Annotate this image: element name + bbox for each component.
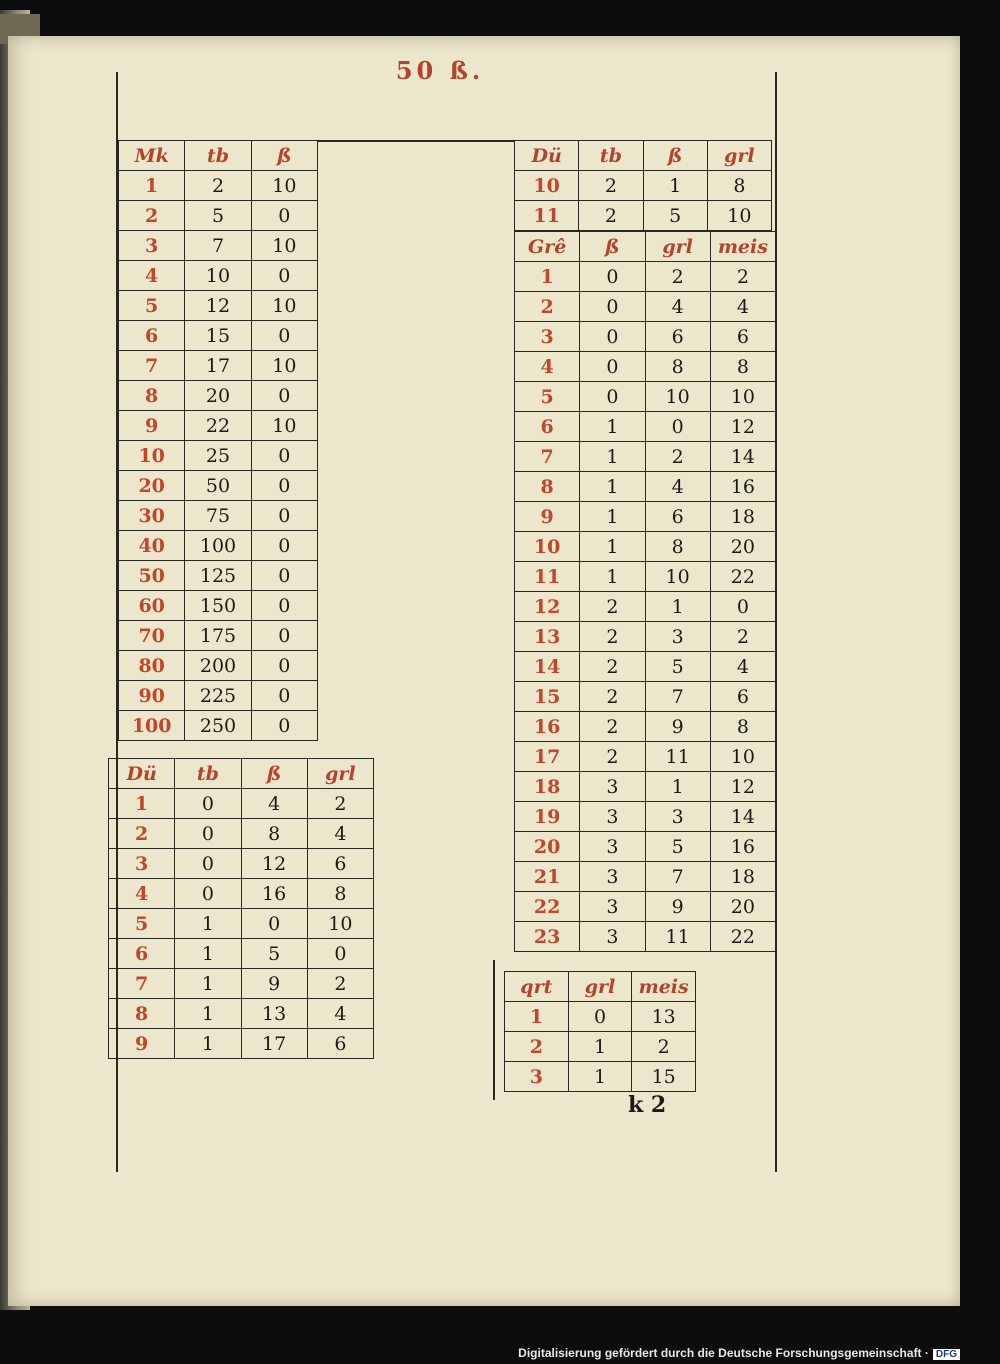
value-cell: 0 bbox=[568, 1002, 632, 1032]
digitization-credit bbox=[518, 1346, 960, 1360]
row-key-cell: 10 bbox=[515, 171, 579, 201]
value-cell: 10 bbox=[707, 201, 771, 231]
value-cell: 12 bbox=[710, 772, 775, 802]
value-cell: 10 bbox=[251, 171, 317, 201]
column-header: ß bbox=[580, 232, 645, 262]
value-cell: 0 bbox=[251, 621, 317, 651]
row-key-cell: 1 bbox=[119, 171, 185, 201]
row-key-cell: 60 bbox=[119, 591, 185, 621]
value-cell: 0 bbox=[580, 292, 645, 322]
value-cell: 10 bbox=[645, 562, 710, 592]
row-key-cell: 70 bbox=[119, 621, 185, 651]
row-key-cell: 16 bbox=[515, 712, 580, 742]
table-row bbox=[109, 819, 374, 849]
row-key-cell: 5 bbox=[109, 909, 175, 939]
value-cell: 0 bbox=[251, 531, 317, 561]
value-cell: 2 bbox=[580, 742, 645, 772]
value-cell: 2 bbox=[710, 622, 775, 652]
table-row bbox=[119, 351, 318, 381]
row-key-cell: 2 bbox=[119, 201, 185, 231]
value-cell: 0 bbox=[251, 501, 317, 531]
value-cell: 0 bbox=[251, 681, 317, 711]
value-cell: 20 bbox=[185, 381, 251, 411]
value-cell: 2 bbox=[632, 1032, 696, 1062]
value-cell: 0 bbox=[251, 591, 317, 621]
value-cell: 0 bbox=[251, 651, 317, 681]
table-row bbox=[109, 909, 374, 939]
value-cell: 18 bbox=[710, 862, 775, 892]
table-header-row bbox=[515, 141, 772, 171]
value-cell: 175 bbox=[185, 621, 251, 651]
row-key-cell: 19 bbox=[515, 802, 580, 832]
column-header: grl bbox=[568, 972, 632, 1002]
value-cell: 15 bbox=[632, 1062, 696, 1092]
value-cell: 2 bbox=[579, 171, 643, 201]
value-cell: 17 bbox=[185, 351, 251, 381]
row-key-cell: 20 bbox=[119, 471, 185, 501]
value-cell: 18 bbox=[710, 502, 775, 532]
table-row bbox=[119, 381, 318, 411]
value-cell: 11 bbox=[645, 922, 710, 952]
row-key-cell: 2 bbox=[515, 292, 580, 322]
value-cell: 25 bbox=[185, 441, 251, 471]
row-key-cell: 21 bbox=[515, 862, 580, 892]
value-cell: 1 bbox=[580, 502, 645, 532]
value-cell: 9 bbox=[241, 969, 307, 999]
row-key-cell: 7 bbox=[109, 969, 175, 999]
value-cell: 13 bbox=[632, 1002, 696, 1032]
table-row bbox=[515, 171, 772, 201]
value-cell: 12 bbox=[241, 849, 307, 879]
row-key-cell: 7 bbox=[515, 442, 580, 472]
row-key-cell: 3 bbox=[505, 1062, 569, 1092]
value-cell: 16 bbox=[710, 472, 775, 502]
value-cell: 6 bbox=[710, 322, 775, 352]
value-cell: 6 bbox=[710, 682, 775, 712]
value-cell: 11 bbox=[645, 742, 710, 772]
column-header: grl bbox=[307, 759, 373, 789]
table-row bbox=[515, 262, 776, 292]
value-cell: 10 bbox=[710, 382, 775, 412]
table-row bbox=[515, 472, 776, 502]
table-row bbox=[109, 939, 374, 969]
column-header: ß bbox=[241, 759, 307, 789]
row-key-cell: 4 bbox=[515, 352, 580, 382]
table-header-row bbox=[505, 972, 696, 1002]
row-key-cell: 1 bbox=[505, 1002, 569, 1032]
value-cell: 8 bbox=[707, 171, 771, 201]
value-cell: 0 bbox=[580, 322, 645, 352]
table-row bbox=[515, 412, 776, 442]
value-cell: 14 bbox=[710, 802, 775, 832]
value-cell: 3 bbox=[645, 802, 710, 832]
value-cell: 22 bbox=[710, 562, 775, 592]
row-key-cell: 4 bbox=[109, 879, 175, 909]
value-cell: 4 bbox=[307, 819, 373, 849]
value-cell: 1 bbox=[175, 909, 241, 939]
value-cell: 0 bbox=[580, 262, 645, 292]
value-cell: 2 bbox=[710, 262, 775, 292]
top-rule bbox=[318, 140, 514, 142]
value-cell: 3 bbox=[580, 892, 645, 922]
row-key-cell: 5 bbox=[515, 382, 580, 412]
value-cell: 5 bbox=[645, 652, 710, 682]
table-row bbox=[515, 802, 776, 832]
value-cell: 3 bbox=[580, 802, 645, 832]
value-cell: 0 bbox=[251, 321, 317, 351]
row-key-cell: 4 bbox=[119, 261, 185, 291]
value-cell: 8 bbox=[710, 352, 775, 382]
table-row bbox=[119, 321, 318, 351]
value-cell: 3 bbox=[580, 862, 645, 892]
value-cell: 15 bbox=[185, 321, 251, 351]
row-key-cell: 9 bbox=[119, 411, 185, 441]
value-cell: 0 bbox=[251, 561, 317, 591]
value-cell: 1 bbox=[645, 772, 710, 802]
inner-rule bbox=[493, 960, 495, 1100]
value-cell: 2 bbox=[645, 442, 710, 472]
row-key-cell: 7 bbox=[119, 351, 185, 381]
value-cell: 0 bbox=[251, 471, 317, 501]
value-cell: 12 bbox=[185, 291, 251, 321]
table-row bbox=[109, 789, 374, 819]
value-cell: 10 bbox=[645, 382, 710, 412]
value-cell: 200 bbox=[185, 651, 251, 681]
value-cell: 1 bbox=[568, 1032, 632, 1062]
row-key-cell: 11 bbox=[515, 201, 579, 231]
value-cell: 17 bbox=[241, 1029, 307, 1059]
row-key-cell: 6 bbox=[109, 939, 175, 969]
table-row bbox=[505, 1002, 696, 1032]
value-cell: 0 bbox=[580, 382, 645, 412]
value-cell: 125 bbox=[185, 561, 251, 591]
value-cell: 4 bbox=[241, 789, 307, 819]
table-row bbox=[515, 622, 776, 652]
table-row bbox=[109, 969, 374, 999]
column-header: qrt bbox=[505, 972, 569, 1002]
qrt-table bbox=[504, 971, 696, 1092]
value-cell: 16 bbox=[241, 879, 307, 909]
table-row bbox=[515, 442, 776, 472]
value-cell: 1 bbox=[175, 1029, 241, 1059]
table-row bbox=[505, 1062, 696, 1092]
value-cell: 1 bbox=[580, 412, 645, 442]
table-row bbox=[515, 742, 776, 772]
row-key-cell: 10 bbox=[119, 441, 185, 471]
catchword: k 2 bbox=[628, 1092, 667, 1118]
value-cell: 0 bbox=[175, 819, 241, 849]
value-cell: 0 bbox=[251, 381, 317, 411]
value-cell: 2 bbox=[580, 712, 645, 742]
value-cell: 2 bbox=[645, 262, 710, 292]
value-cell: 0 bbox=[580, 352, 645, 382]
value-cell: 6 bbox=[645, 502, 710, 532]
value-cell: 1 bbox=[175, 969, 241, 999]
value-cell: 7 bbox=[645, 682, 710, 712]
table-row bbox=[119, 561, 318, 591]
table-row bbox=[515, 502, 776, 532]
table-row bbox=[119, 261, 318, 291]
row-key-cell: 9 bbox=[109, 1029, 175, 1059]
value-cell: 0 bbox=[251, 711, 317, 741]
value-cell: 0 bbox=[251, 201, 317, 231]
value-cell: 0 bbox=[175, 849, 241, 879]
row-key-cell: 22 bbox=[515, 892, 580, 922]
page-heading: 50 ß. bbox=[395, 56, 485, 85]
table-row bbox=[515, 322, 776, 352]
value-cell: 6 bbox=[307, 849, 373, 879]
table-row bbox=[119, 471, 318, 501]
value-cell: 1 bbox=[580, 472, 645, 502]
table-row bbox=[515, 832, 776, 862]
row-key-cell: 2 bbox=[109, 819, 175, 849]
value-cell: 5 bbox=[645, 832, 710, 862]
row-key-cell: 50 bbox=[119, 561, 185, 591]
table-row bbox=[119, 291, 318, 321]
row-key-cell: 1 bbox=[109, 789, 175, 819]
table-row bbox=[119, 501, 318, 531]
value-cell: 22 bbox=[185, 411, 251, 441]
value-cell: 20 bbox=[710, 532, 775, 562]
column-header: ß bbox=[643, 141, 707, 171]
table-row bbox=[505, 1032, 696, 1062]
column-header: grl bbox=[707, 141, 771, 171]
gre-table bbox=[514, 231, 776, 952]
row-key-cell: 1 bbox=[515, 262, 580, 292]
table-row bbox=[515, 352, 776, 382]
column-header: Grê bbox=[515, 232, 580, 262]
value-cell: 16 bbox=[710, 832, 775, 862]
column-header: meis bbox=[632, 972, 696, 1002]
value-cell: 13 bbox=[241, 999, 307, 1029]
column-header: tb bbox=[185, 141, 251, 171]
row-key-cell: 23 bbox=[515, 922, 580, 952]
table-header-row bbox=[515, 232, 776, 262]
row-key-cell: 13 bbox=[515, 622, 580, 652]
value-cell: 3 bbox=[580, 772, 645, 802]
row-key-cell: 100 bbox=[119, 711, 185, 741]
du-table-right bbox=[514, 140, 772, 231]
table-header-row bbox=[109, 759, 374, 789]
table-row bbox=[119, 531, 318, 561]
table-row bbox=[515, 201, 772, 231]
value-cell: 4 bbox=[645, 292, 710, 322]
value-cell: 1 bbox=[580, 442, 645, 472]
value-cell: 5 bbox=[643, 201, 707, 231]
row-key-cell: 6 bbox=[119, 321, 185, 351]
column-header: meis bbox=[710, 232, 775, 262]
value-cell: 0 bbox=[645, 412, 710, 442]
value-cell: 50 bbox=[185, 471, 251, 501]
table-row bbox=[515, 892, 776, 922]
value-cell: 4 bbox=[710, 652, 775, 682]
value-cell: 8 bbox=[645, 352, 710, 382]
value-cell: 20 bbox=[710, 892, 775, 922]
table-row bbox=[515, 562, 776, 592]
column-header: Dü bbox=[515, 141, 579, 171]
row-key-cell: 8 bbox=[119, 381, 185, 411]
row-key-cell: 10 bbox=[515, 532, 580, 562]
value-cell: 22 bbox=[710, 922, 775, 952]
column-header: tb bbox=[579, 141, 643, 171]
value-cell: 2 bbox=[580, 622, 645, 652]
value-cell: 1 bbox=[175, 939, 241, 969]
value-cell: 4 bbox=[307, 999, 373, 1029]
row-key-cell: 8 bbox=[109, 999, 175, 1029]
value-cell: 2 bbox=[580, 682, 645, 712]
column-header: ß bbox=[251, 141, 317, 171]
value-cell: 3 bbox=[580, 832, 645, 862]
table-row bbox=[515, 292, 776, 322]
value-cell: 0 bbox=[251, 261, 317, 291]
value-cell: 1 bbox=[645, 592, 710, 622]
value-cell: 10 bbox=[251, 351, 317, 381]
table-row bbox=[119, 591, 318, 621]
table-row bbox=[515, 862, 776, 892]
value-cell: 4 bbox=[710, 292, 775, 322]
value-cell: 14 bbox=[710, 442, 775, 472]
value-cell: 9 bbox=[645, 712, 710, 742]
value-cell: 10 bbox=[251, 231, 317, 261]
table-row bbox=[119, 711, 318, 741]
value-cell: 10 bbox=[251, 411, 317, 441]
value-cell: 4 bbox=[645, 472, 710, 502]
value-cell: 0 bbox=[241, 909, 307, 939]
value-cell: 250 bbox=[185, 711, 251, 741]
value-cell: 75 bbox=[185, 501, 251, 531]
row-key-cell: 11 bbox=[515, 562, 580, 592]
column-header: Dü bbox=[109, 759, 175, 789]
table-row bbox=[119, 651, 318, 681]
row-key-cell: 80 bbox=[119, 651, 185, 681]
table-row bbox=[515, 592, 776, 622]
value-cell: 0 bbox=[251, 441, 317, 471]
table-row bbox=[515, 712, 776, 742]
table-row bbox=[109, 879, 374, 909]
value-cell: 2 bbox=[580, 592, 645, 622]
value-cell: 7 bbox=[645, 862, 710, 892]
table-row bbox=[119, 171, 318, 201]
value-cell: 100 bbox=[185, 531, 251, 561]
credit-text: Digitalisierung gefördert durch die Deutsche Forschungsgemeinschaft · bbox=[518, 1346, 929, 1360]
dfg-logo: DFG bbox=[933, 1349, 960, 1360]
row-key-cell: 12 bbox=[515, 592, 580, 622]
row-key-cell: 30 bbox=[119, 501, 185, 531]
value-cell: 0 bbox=[710, 592, 775, 622]
value-cell: 2 bbox=[185, 171, 251, 201]
value-cell: 10 bbox=[185, 261, 251, 291]
value-cell: 8 bbox=[307, 879, 373, 909]
row-key-cell: 5 bbox=[119, 291, 185, 321]
table-row bbox=[119, 201, 318, 231]
table-row bbox=[515, 652, 776, 682]
table-row bbox=[109, 1029, 374, 1059]
row-key-cell: 17 bbox=[515, 742, 580, 772]
value-cell: 2 bbox=[579, 201, 643, 231]
value-cell: 10 bbox=[251, 291, 317, 321]
table-row bbox=[119, 411, 318, 441]
value-cell: 8 bbox=[241, 819, 307, 849]
value-cell: 8 bbox=[710, 712, 775, 742]
value-cell: 12 bbox=[710, 412, 775, 442]
value-cell: 150 bbox=[185, 591, 251, 621]
table-row bbox=[515, 682, 776, 712]
value-cell: 5 bbox=[185, 201, 251, 231]
table-row bbox=[515, 532, 776, 562]
row-key-cell: 14 bbox=[515, 652, 580, 682]
table-row bbox=[119, 621, 318, 651]
table-header-row bbox=[119, 141, 318, 171]
value-cell: 3 bbox=[645, 622, 710, 652]
table-row bbox=[515, 382, 776, 412]
row-key-cell: 40 bbox=[119, 531, 185, 561]
row-key-cell: 2 bbox=[505, 1032, 569, 1062]
row-key-cell: 3 bbox=[515, 322, 580, 352]
value-cell: 1 bbox=[643, 171, 707, 201]
column-header: tb bbox=[175, 759, 241, 789]
row-key-cell: 3 bbox=[109, 849, 175, 879]
table-row bbox=[119, 681, 318, 711]
row-key-cell: 20 bbox=[515, 832, 580, 862]
row-key-cell: 90 bbox=[119, 681, 185, 711]
row-key-cell: 3 bbox=[119, 231, 185, 261]
value-cell: 0 bbox=[307, 939, 373, 969]
row-key-cell: 18 bbox=[515, 772, 580, 802]
value-cell: 8 bbox=[645, 532, 710, 562]
value-cell: 0 bbox=[175, 789, 241, 819]
value-cell: 9 bbox=[645, 892, 710, 922]
value-cell: 1 bbox=[175, 999, 241, 1029]
value-cell: 2 bbox=[580, 652, 645, 682]
value-cell: 5 bbox=[241, 939, 307, 969]
value-cell: 3 bbox=[580, 922, 645, 952]
table-row bbox=[109, 999, 374, 1029]
du-table-left bbox=[108, 758, 374, 1059]
value-cell: 2 bbox=[307, 789, 373, 819]
row-key-cell: 8 bbox=[515, 472, 580, 502]
value-cell: 10 bbox=[710, 742, 775, 772]
value-cell: 6 bbox=[307, 1029, 373, 1059]
value-cell: 2 bbox=[307, 969, 373, 999]
table-row bbox=[119, 231, 318, 261]
row-key-cell: 15 bbox=[515, 682, 580, 712]
row-key-cell: 9 bbox=[515, 502, 580, 532]
value-cell: 0 bbox=[175, 879, 241, 909]
value-cell: 6 bbox=[645, 322, 710, 352]
value-cell: 1 bbox=[580, 562, 645, 592]
table-row bbox=[109, 849, 374, 879]
row-key-cell: 6 bbox=[515, 412, 580, 442]
column-header: Mk bbox=[119, 141, 185, 171]
table-row bbox=[119, 441, 318, 471]
marks-table bbox=[118, 140, 318, 741]
column-header: grl bbox=[645, 232, 710, 262]
value-cell: 1 bbox=[580, 532, 645, 562]
value-cell: 7 bbox=[185, 231, 251, 261]
table-row bbox=[515, 922, 776, 952]
value-cell: 10 bbox=[307, 909, 373, 939]
value-cell: 1 bbox=[568, 1062, 632, 1092]
value-cell: 225 bbox=[185, 681, 251, 711]
table-row bbox=[515, 772, 776, 802]
